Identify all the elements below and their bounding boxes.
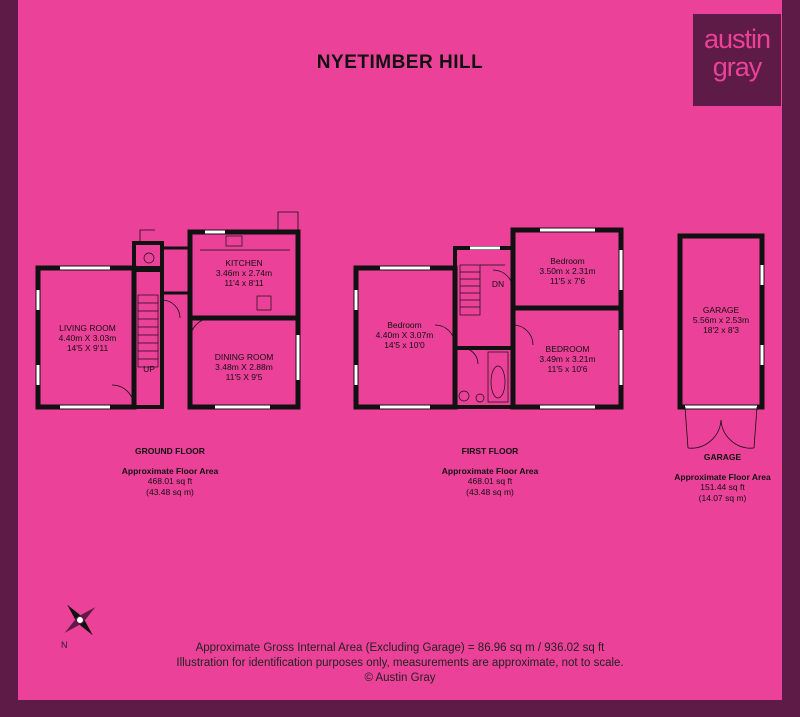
property-title: NYETIMBER HILL	[316, 52, 484, 73]
ground-stair-label: UP	[143, 364, 155, 374]
logo-line-2: gray	[712, 52, 762, 82]
ground-floor-area: GROUND FLOOR Approximate Floor Area 468.01 sq ft (43.48 sq m)	[100, 446, 240, 497]
landing-walls	[455, 248, 513, 348]
first-stairs	[460, 265, 505, 315]
utility-walls	[162, 248, 190, 293]
garage-room-label: GARAGE 5.56m x 2.53m 18'2 x 8'3	[692, 305, 750, 335]
first-bedroom-2-label: Bedroom 3.50m x 2.31m 11'5 x 7'6	[539, 256, 596, 286]
compass-north-label: N	[61, 640, 68, 650]
garage-area: GARAGE Approximate Floor Area 151.44 sq ft (14.07 sq m)	[655, 452, 790, 503]
garage-plan	[680, 236, 762, 448]
logo-line-1: austin	[703, 24, 771, 54]
kitchen-label: KITCHEN 3.46m x 2.74m 11'4 x 8'11	[215, 258, 273, 288]
first-stair-label: DN	[491, 279, 505, 289]
footer-disclaimer: Illustration for identification purposes only, measurements are approximate, not to scale.	[176, 657, 624, 669]
footer-gross-area: Approximate Gross Internal Area (Excluding Garage) = 86.96 sq m / 936.02 sq ft	[195, 642, 605, 654]
bathroom-fittings	[459, 352, 508, 402]
garage-doors	[685, 407, 757, 448]
ground-stairs	[138, 295, 158, 367]
wc-walls	[134, 243, 162, 270]
first-floor-area: FIRST FLOOR Approximate Floor Area 468.01 sq ft (43.48 sq m)	[420, 446, 560, 497]
ground-floor-heading: GROUND FLOOR	[135, 446, 205, 456]
first-floor-heading: FIRST FLOOR	[461, 446, 519, 456]
dining-room-label: DINING ROOM 3.48m X 2.88m 11'5 X 9'5	[214, 352, 274, 382]
first-bedroom-1-label: Bedroom 4.40m X 3.07m 14'5 x 10'0	[375, 320, 434, 350]
first-bedroom-3-label: BEDROOM 3.49m x 3.21m 11'5 x 10'6	[539, 344, 596, 374]
living-room-label: LIVING ROOM 4.40m X 3.03m 14'5 X 9'11	[58, 323, 117, 353]
garage-heading: GARAGE	[703, 452, 742, 462]
footer-copyright: © Austin Gray	[364, 672, 436, 684]
